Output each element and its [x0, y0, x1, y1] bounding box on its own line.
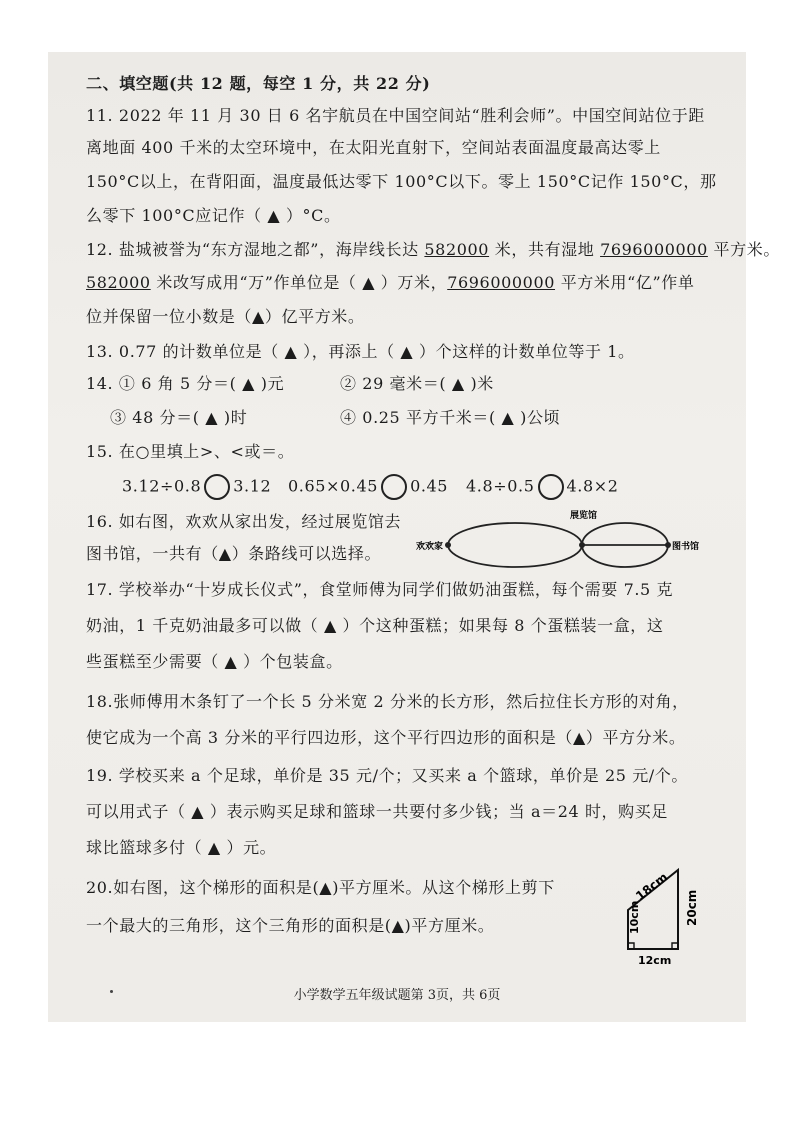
route-diagram [416, 508, 702, 578]
q11-line4: 么零下 100°C应记作（ ▲ ）°C。 [86, 206, 341, 225]
q15-compare-3 [466, 474, 619, 500]
left-side-label: 10cm [628, 900, 641, 934]
q15-c3-left: 4.8÷0.5 [466, 476, 535, 496]
q12-text-a: 12. 盐城被誉为“东方湿地之都”，海岸线长达 [86, 240, 425, 259]
q14-item-1: 14. ① 6 角 5 分＝( ▲ )元 [86, 374, 285, 393]
q11-line1: 11. 2022 年 11 月 30 日 6 名宇航员在中国空间站“胜利会师”。中国空间站位于距 [86, 106, 705, 125]
q15-c2-left: 0.65×0.45 [288, 476, 379, 496]
home-label: 欢欢家 [416, 542, 444, 552]
q12-wetland-value: 7696000000 [600, 240, 708, 259]
route-loop-left [448, 523, 582, 567]
q12-coastline-value-2: 582000 [86, 273, 151, 292]
q12-text-e: 平方米用“亿”作单 [555, 273, 695, 292]
q20-line2: 一个最大的三角形，这个三角形的面积是(▲)平方厘米。 [86, 916, 495, 935]
q15-compare-1 [122, 474, 271, 500]
exam-page-photo [48, 52, 780, 1022]
q20-line1: 20.如右图，这个梯形的面积是(▲)平方厘米。从这个梯形上剪下 [86, 878, 555, 897]
q19-line2: 可以用式子（ ▲ ）表示购买足球和篮球一共要付多少钱；当 a＝24 时，购买足 [86, 802, 668, 821]
section-title: 二、填空题(共 12 题，每空 1 分，共 22 分) [86, 74, 431, 93]
answer-circle [204, 474, 230, 500]
answer-circle [538, 474, 564, 500]
q12-text-d: 米改写成用“万”作单位是（ ▲ ）万米， [150, 273, 448, 292]
q18-line1: 18.张师傅用木条钉了一个长 5 分米宽 2 分米的长方形，然后拉住长方形的对角， [86, 692, 689, 711]
answer-circle [381, 474, 407, 500]
page-footer: 小学数学五年级试题第 3页，共 6页 [293, 988, 501, 1003]
q12-line2 [86, 273, 694, 293]
q15-compare-2 [288, 474, 448, 500]
trapezoid-diagram [596, 860, 716, 972]
q12-line1 [86, 240, 780, 260]
q15-title: 15. 在○里填上>、<或＝。 [86, 442, 295, 461]
slant-side-label: 18cm [633, 869, 671, 904]
q15-c3-right: 4.8×2 [566, 476, 619, 496]
q12-coastline-value: 582000 [424, 240, 490, 259]
home-node [445, 542, 451, 548]
q14-item-2: ② 29 毫米＝( ▲ )米 [340, 374, 494, 393]
q17-line2: 奶油，1 千克奶油最多可以做（ ▲ ）个这种蛋糕；如果每 8 个蛋糕装一盒，这 [86, 616, 664, 635]
q17-line1: 17. 学校举办“十岁成长仪式”，食堂师傅为同学们做奶油蛋糕，每个需要 7.5 克 [86, 580, 674, 599]
right-side-label: 20cm [685, 889, 699, 926]
q16-line1: 16. 如右图，欢欢从家出发，经过展览馆去 [86, 512, 402, 531]
q19-line1: 19. 学校买来 a 个足球，单价是 35 元/个；又买来 a 个篮球，单价是 25 元/个。 [86, 766, 688, 785]
q13-line: 13. 0.77 的计数单位是（ ▲ ），再添上（ ▲ ）个这样的计数单位等于 1。 [86, 342, 635, 361]
q12-text-c: 平方米。 [707, 240, 780, 259]
museum-node [579, 542, 585, 548]
museum-label: 展览馆 [570, 511, 598, 521]
library-label: 图书馆 [672, 542, 700, 552]
q16-line2: 图书馆，一共有（▲）条路线可以选择。 [86, 544, 382, 563]
q12-text-b: 米，共有湿地 [489, 240, 601, 259]
q12-wetland-value-2: 7696000000 [447, 273, 556, 292]
bottom-side-label: 12cm [638, 954, 672, 967]
library-node [665, 542, 671, 548]
q17-line3: 些蛋糕至少需要（ ▲ ）个包装盒。 [86, 652, 343, 671]
q18-line2: 使它成为一个高 3 分米的平行四边形，这个平行四边形的面积是（▲）平方分米。 [86, 728, 686, 747]
q14-item-4: ④ 0.25 平方千米＝( ▲ )公顷 [340, 408, 561, 427]
q11-line3: 150°C以上，在背阳面，温度最低达零下 100°C以下。零上 150°C记作 150°C，那 [86, 172, 717, 191]
q15-c1-right: 3.12 [233, 476, 272, 496]
q19-line3: 球比篮球多付（ ▲ ）元。 [86, 838, 277, 857]
q12-line3: 位并保留一位小数是（▲）亿平方米。 [86, 307, 365, 326]
q15-c1-left: 3.12÷0.8 [122, 476, 202, 496]
q11-line2: 离地面 400 千米的太空环境中，在太阳光直射下，空间站表面温度最高达零上 [86, 138, 661, 157]
q15-c2-right: 0.45 [410, 476, 449, 496]
q14-item-3: ③ 48 分＝( ▲ )时 [110, 408, 248, 427]
